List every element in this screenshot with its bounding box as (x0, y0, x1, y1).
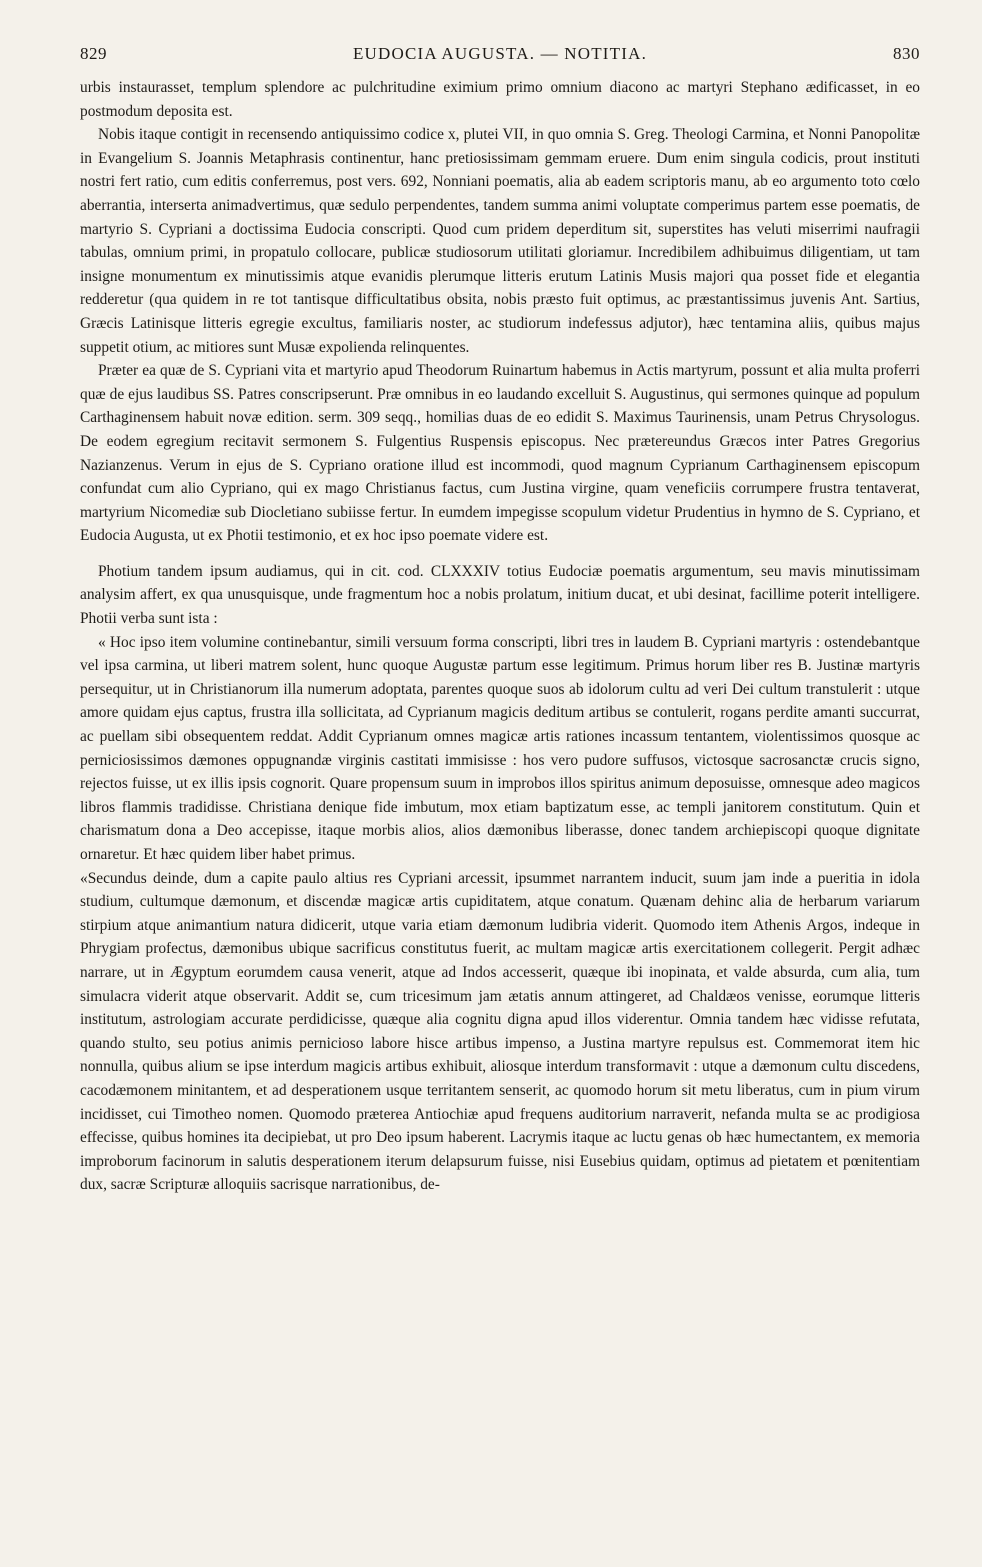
right-page-number: 830 (893, 44, 920, 63)
photius-quote-part-2: «Secundus deinde, dum a capite paulo altius res Cypriani arcessit, ipsummet narrantem inducit, suum jam inde a pueritia in idola studium, cultumque dæmonum, et discendæ magicæ artis cupiditatem, atque conatum. Quænam dehinc alia de herbarum variarum stirpium atque animantium natura didicerit, utque varia etiam dæmonum ludibria viderit. Quomodo item Athenis Argos, indeque in Phrygiam profectus, dæmonibus ubique sacrificus constitutus fuerit, ac multam magicæ artis exercitationem collegerit. Pergit adhæc narrare, ut in Ægyptum eorumdem causa venerit, atque ad Indos accesserit, quæque ibi inopinata, et valde absurda, cum alia, tum simulacra viderit atque observarit. Addit se, cum tricesimum jam ætatis annum attingeret, ad Chaldæos venisse, eorumque litteris institutum, astrologiam accurate perdidicisse, quæque alia cognitu digna apud illos viderentur. Omnia tandem hæc vidisse refutata, quando stulto, seu potius animis pernicioso labore hisce artibus impenso, a Justina martyre repulsus est. Commemorat item hic nonnulla, quibus alium se ipse interdum magicis artibus exhibuit, aliosque interdum transformavit : utque a dæmonum cultu discedens, cacodæmonem minitantem, et ad desperationem usque territantem senserit, ac quomodo horum sit metu liberatus, cum in pium virum incidisset, cui Timotheo nomen. Quomodo præterea Antiochiæ apud frequens auditorium narraverit, nefanda multa se ac prodigiosa effecisse, quibus homines ita decipiebat, ut pro Deo ipsum haberent. Lacrymis itaque ac luctu genas ob hæc humectantem, ex memoria improborum facinorum in salutis desperationem iterum delapsurum fuisse, nisi Eusebius quidam, optimus ad pietatem et pœnitentiam dux, sacræ Scripturæ alloquiis sacrisque narrationibus, de- (80, 869, 920, 1194)
running-header (80, 44, 920, 74)
paragraph-1: urbis instaurasset, templum splendore ac pulchritudine eximium primo omnium diacono ac martyri Stephano ædificasset, in eo postmodum deposita est. (80, 79, 920, 120)
paragraph-4: Photium tandem ipsum audiamus, qui in cit. cod. CLXXXIV totius Eudociæ poematis argumentum, seu mavis minutissimam analysim affert, ex qua unusquisque, unde fragmentum hoc a nobis prolatum, initium ducat, et ubi desinat, facillime poterit intelligere. Photii verba sunt ista : (80, 562, 920, 628)
photius-quote-part-1: « Hoc ipso item volumine continebantur, simili versuum forma conscripti, libri tres in laudem B. Cypriani martyris : ostendebantque vel ipsa carmina, ut liberi matrem solent, hunc quoque Augustæ partum esse legitimum. Primus horum liber res B. Justinæ martyris persequitur, ut in Christianorum illa numerum adoptata, parentes quoque suos ab idolorum cultu ad veri Dei cultum transtulerit : utque amore quidam ejus captus, frustra illa sollicitata, ad Cyprianum magicis deditum artibus se contulerit, rogans perdite amanti succurrat, ac puellam sibi obsequentem reddat. Addit Cyprianum omnes magicæ artis rationes incassum tentantem, violentissimos quosque ac perniciosissimos dæmones oppugnandæ virginis castitati immisisse : hos vero pudore suffusos, victosque sacrosanctæ crucis signo, rejectos fuisse, ut ex illis ipsis cognorit. Quare propensum suum in improbos illos spiritus animum deposuisse, omnesque adeo magicos libros flammis tradidisse. Christiana denique fide imbutum, mox etiam baptizatum esse, ac templi janitorem constitutum. Quin et charismatum dona a Deo accepisse, itaque morbis alios, alios dæmonibus liberasse, donec tandem archiepiscopi quoque dignitate ornaretur. Et hæc quidem liber habet primus. (80, 633, 920, 863)
running-title: EUDOCIA AUGUSTA. — NOTITIA. (352, 44, 648, 63)
paragraph-2: Nobis itaque contigit in recensendo antiquissimo codice x, plutei VII, in quo omnia S. Greg. Theologi Carmina, et Nonni Panopolitæ in Evangelium S. Joannis Metaphrasis continentur, hanc pretiosissimam gemmam eruere. Dum enim singula codicis, prout instituti nostri fert ratio, cum editis conferremus, post vers. 692, Nonniani poematis, alia ab eadem scriptoris manu, ab eo argumento toto cœlo aberrantia, interserta animadvertimus, quæ sedulo perpendentes, tandem summa animi voluptate comperimus partem esse poematis, de martyrio S. Cypriani a doctissima Eudocia conscripti. Quod cum pridem deperditum sit, superstites has veluti miserrimi naufragii tabulas, omnium primi, in propatulo collocare, publicæ studiosorum utilitati gloriamur. Incredibilem adhibuimus diligentiam, ut tam insigne monumentum ex minutissimis atque evanidis plerumque litteris erutum Latinis Musis majori qua posset fide et elegantia redderetur (qua quidem in re tot tantisque difficultatibus obsita, nobis præsto fuit optimus, ac præstantissimus juvenis Ant. Sartius, Græcis Latinisque litteris egregie excultus, familiaris noster, ac studiorum indefessus adjutor), hæc tentamina aliis, quibus majus suppetit otium, ac mitiores sunt Musæ expolienda relinquentes. (80, 126, 920, 356)
left-page-number: 829 (80, 44, 107, 63)
paragraph-3: Præter ea quæ de S. Cypriani vita et martyrio apud Theodorum Ruinartum habemus in Actis martyrum, possunt et alia multa proferri quæ de ejus laudibus SS. Patres conscripserunt. Præ omnibus in eo laudando excelluit S. Augustinus, qui sermones quinque ad populum Carthaginensem habuit novæ edition. serm. 309 seqq., homilias duas de eo edidit S. Maximus Taurinensis, unam Petrus Chrysologus. De eodem egregium recitavit sermonem S. Fulgentius Ruspensis episcopus. Nec prætereundus Græcos inter Patres Gregorius Nazianzenus. Verum in ejus de S. Cypriano oratione illud est incommodi, quod magnum Cyprianum Carthaginensem episcopum confundat cum alio Cypriano, qui ex mago Christianus factus, cum Justina virgine, quam veneficiis corrumpere frustra tentaverat, martyrium Nicomediæ sub Diocletiano subiisse fertur. In eumdem impegisse scopulum videtur Prudentius in hymno de S. Cypriano, et Eudocia Augusta, ut ex Photii testimonio, et ex hoc ipso poemate videre est. (80, 362, 920, 545)
page-body (80, 76, 920, 1197)
